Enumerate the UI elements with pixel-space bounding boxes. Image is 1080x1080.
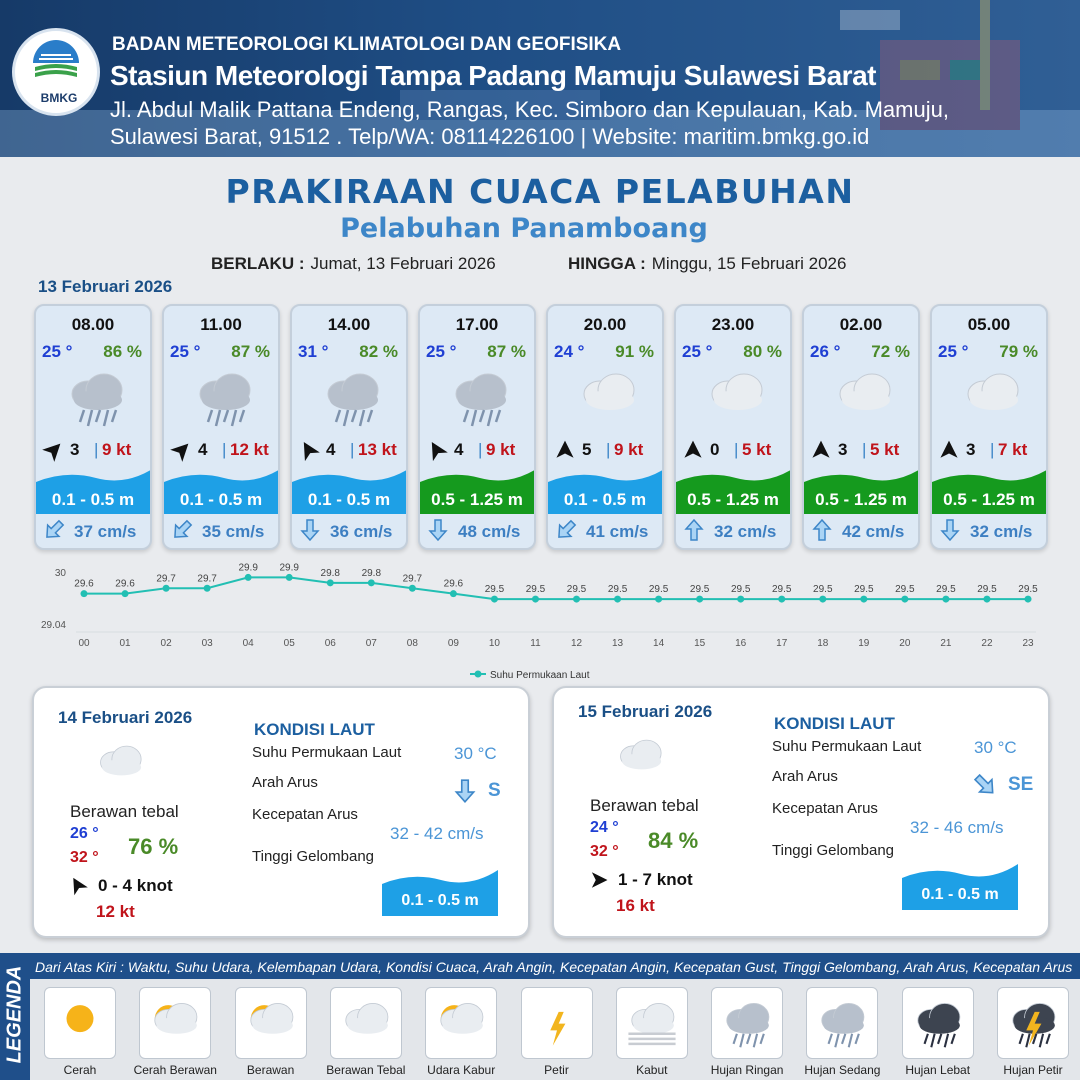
header-banner [0, 0, 1080, 157]
berawan-tebal-icon [570, 364, 646, 428]
gust-speed: 9 kt [486, 440, 516, 459]
gust-speed: 5 kt [742, 440, 772, 459]
current-direction-icon [554, 518, 578, 542]
sea-condition-title: KONDISI LAUT [254, 720, 375, 739]
wind-speed: 5 [582, 440, 592, 459]
legend-item-label: Udara Kabur [427, 1063, 496, 1077]
agency-name: BADAN METEOROLOGI KLIMATOLOGI DAN GEOFISIKA [112, 34, 622, 55]
sst-data-label: 29.6 [115, 578, 135, 590]
wave-height: 0.1 - 0.5 m [307, 490, 391, 509]
air-temperature: 25 ° [426, 342, 457, 361]
current-speed-value: 32 - 46 cm/s [910, 818, 1004, 837]
page-title: PRAKIRAAN CUACA PELABUHAN [225, 172, 855, 211]
current-speed: 32 cm/s [970, 522, 1033, 541]
x-tick-label: 17 [776, 638, 788, 649]
wave-height-value: 0.1 - 0.5 m [401, 892, 479, 909]
sst-point [368, 579, 375, 586]
wave-height: 0.5 - 1.25 m [687, 490, 779, 509]
legend-item-label: Petir [544, 1063, 569, 1077]
sst-point [204, 585, 211, 592]
legend-side [0, 953, 30, 1080]
forecast-card [34, 304, 152, 550]
sst-data-label: 29.5 [648, 584, 669, 596]
wind-direction-icon [938, 440, 960, 462]
weather-condition: Berawan tebal [70, 802, 179, 821]
legend-item-label: Cerah Berawan [133, 1063, 217, 1077]
sst-data-label: 29.5 [730, 584, 751, 596]
sst-point [942, 596, 949, 603]
wind-direction-icon [170, 440, 192, 462]
x-tick-label: 23 [1022, 638, 1034, 649]
weather-condition: Berawan tebal [590, 796, 699, 815]
current-direction-icon [452, 778, 478, 804]
sst-point [327, 579, 334, 586]
gust-speed: 9 kt [614, 440, 644, 459]
forecast-time: 05.00 [967, 315, 1011, 334]
wind-direction-icon [588, 870, 608, 890]
berawan-tebal-icon [330, 987, 402, 1059]
wave-height-label: Tinggi Gelombang [252, 848, 375, 865]
berawan-tebal-icon [826, 364, 902, 428]
sst-chart [36, 562, 1046, 684]
humidity: 72 % [871, 342, 910, 361]
x-tick-label: 01 [119, 638, 131, 649]
gust-speed: 13 kt [358, 440, 397, 459]
sst-point [81, 590, 88, 597]
current-speed-label: Kecepatan Arus [772, 800, 878, 817]
hujan-sedang-icon [806, 987, 878, 1059]
hujan-ringan-icon [314, 364, 390, 428]
air-temperature: 24 ° [554, 342, 585, 361]
x-tick-label: 02 [160, 638, 172, 649]
current-speed-value: 32 - 42 cm/s [390, 824, 484, 843]
legend [0, 953, 1080, 1080]
sst-data-label: 29.7 [197, 573, 217, 585]
separator: | [94, 440, 99, 459]
separator: | [862, 440, 867, 459]
humidity: 76 % [128, 834, 179, 859]
legend-item-label: Hujan Petir [1003, 1063, 1063, 1077]
x-tick-label: 12 [570, 638, 583, 649]
legend-label: Suhu Permukaan Laut [490, 670, 590, 681]
kabut-icon [616, 987, 688, 1059]
x-tick-label: 08 [406, 638, 418, 649]
day1-date: 13 Februari 2026 [38, 277, 173, 296]
legend-item-label: Hujan Ringan [710, 1063, 784, 1077]
petir-icon [521, 987, 593, 1059]
sst-data-label: 29.5 [607, 584, 628, 596]
sst-data-label: 29.5 [936, 584, 956, 596]
x-tick-label: 15 [694, 638, 706, 649]
sst-point [245, 574, 252, 581]
sst-value: 30 °C [974, 738, 1017, 757]
sst-data-label: 29.8 [361, 567, 382, 579]
sst-data-label: 29.9 [279, 562, 299, 574]
sst-data-label: 29.6 [74, 578, 94, 590]
sst-data-label: 29.5 [772, 584, 792, 596]
valid-to [568, 254, 846, 274]
y-tick-label: 29.04 [40, 620, 66, 631]
wave-height: 0.5 - 1.25 m [431, 490, 523, 509]
wind-direction-icon [810, 440, 832, 462]
sst-data-label: 29.6 [443, 578, 464, 590]
wave-height-value: 0.1 - 0.5 m [921, 886, 999, 903]
wind-speed: 4 [454, 440, 464, 459]
valid-to-label: HINGGA : [568, 254, 646, 273]
sst-data-label: 29.5 [854, 584, 874, 596]
current-direction-value: SE [1008, 774, 1034, 795]
port-name: Pelabuhan Panamboang [340, 213, 708, 244]
sst-point [409, 585, 416, 592]
sst-point [983, 596, 990, 603]
legend-item-label: Cerah [63, 1063, 97, 1077]
sst-data-label: 29.5 [813, 584, 833, 596]
wave-height: 0.1 - 0.5 m [563, 490, 647, 509]
x-tick-label: 21 [940, 638, 952, 649]
legend-item-label: Hujan Lebat [905, 1063, 971, 1077]
berawan-icon [235, 987, 307, 1059]
forecast-card [418, 304, 536, 550]
separator: | [222, 440, 227, 459]
current-direction-icon [682, 518, 706, 542]
current-direction-value: S [488, 780, 501, 801]
sst-point [860, 596, 867, 603]
address-line-2: Sulawesi Barat, 91512 . Telp/WA: 08114226100 | Website: maritim.bmkg.go.id [110, 124, 870, 149]
berawan-tebal-icon [954, 364, 1030, 428]
wave-height: 0.5 - 1.25 m [815, 490, 907, 509]
hujan-ringan-icon [442, 364, 518, 428]
legend-description: Dari Atas Kiri : Waktu, Suhu Udara, Kelembapan Udara, Kondisi Cuaca, Arah Angin, Kecepatan Angin, Kecepatan Gust, Tinggi Gelombang, Arah Arus, Kecepatan Arus [30, 953, 1080, 979]
temp-max: 32 ° [590, 843, 619, 860]
x-tick-label: 16 [735, 638, 747, 649]
x-tick-label: 13 [612, 638, 624, 649]
forecast-time: 11.00 [200, 315, 242, 334]
y-tick-label: 30 [54, 568, 66, 579]
humidity: 80 % [743, 342, 782, 361]
sst-label: Suhu Permukaan Laut [252, 744, 402, 761]
forecast-card [930, 304, 1048, 550]
sst-point [614, 596, 621, 603]
sst-point [737, 596, 744, 603]
sst-point [450, 590, 457, 597]
x-tick-label: 03 [201, 638, 213, 649]
humidity: 84 % [648, 828, 699, 853]
x-tick-label: 05 [283, 638, 295, 649]
sst-data-label: 29.5 [566, 584, 587, 596]
legend-marker [475, 671, 482, 678]
wave-height: 0.5 - 1.25 m [943, 490, 1035, 509]
wind-speed: 3 [70, 440, 80, 459]
current-direction-label: Arah Arus [772, 768, 838, 785]
x-tick-label: 09 [447, 638, 459, 649]
forecast-time: 14.00 [327, 315, 371, 334]
panel-date: 15 Februari 2026 [578, 702, 713, 721]
forecast-time: 23.00 [711, 315, 755, 334]
current-speed: 36 cm/s [330, 522, 393, 541]
current-speed: 35 cm/s [202, 522, 265, 541]
separator: | [734, 440, 739, 459]
separator: | [350, 440, 355, 459]
wave-height: 0.1 - 0.5 m [179, 490, 263, 509]
berawan-tebal-icon [88, 738, 152, 790]
forecast-card [290, 304, 408, 550]
humidity: 86 % [103, 342, 142, 361]
wind-speed: 3 [966, 440, 976, 459]
x-tick-label: 11 [530, 638, 541, 649]
wind-speed: 0 [710, 440, 720, 459]
hujan-ringan-icon [58, 364, 134, 428]
sst-point [163, 585, 170, 592]
sst-data-label: 29.5 [977, 584, 997, 596]
berawan-tebal-icon [698, 364, 774, 428]
current-direction-icon [972, 772, 998, 798]
x-tick-label: 06 [324, 638, 336, 649]
current-speed: 32 cm/s [714, 522, 777, 541]
daily-panel [552, 686, 1050, 938]
wind-speed: 3 [838, 440, 848, 459]
legend-item-label: Hujan Sedang [804, 1063, 881, 1077]
daily-panel [32, 686, 530, 938]
x-tick-label: 04 [242, 638, 254, 649]
current-direction-label: Arah Arus [252, 774, 318, 791]
wind-speed: 4 [198, 440, 208, 459]
wind-direction-icon [68, 876, 88, 896]
air-temperature: 31 ° [298, 342, 329, 361]
hujan-lebat-icon [902, 987, 974, 1059]
sst-data-label: 29.9 [238, 562, 258, 574]
gust-speed: 12 kt [230, 440, 269, 459]
current-speed-label: Kecepatan Arus [252, 806, 358, 823]
forecast-time: 08.00 [71, 315, 115, 334]
forecast-card [674, 304, 792, 550]
temp-min: 24 ° [590, 819, 619, 836]
wind-range: 0 - 4 knot [98, 876, 173, 895]
x-tick-label: 22 [981, 638, 993, 649]
forecast-card [546, 304, 664, 550]
current-speed: 37 cm/s [74, 522, 137, 541]
address-line-1: Jl. Abdul Malik Pattana Endeng, Rangas, Kec. Simboro dan Kepulauan, Kab. Mamuju, [110, 97, 949, 122]
temp-min: 26 ° [70, 825, 99, 842]
current-direction-icon [298, 518, 322, 542]
sst-point [778, 596, 785, 603]
sst-data-label: 29.5 [484, 584, 505, 596]
sst-data-label: 29.5 [1018, 584, 1038, 596]
current-speed: 41 cm/s [586, 522, 649, 541]
cerah-icon [44, 987, 116, 1059]
humidity: 91 % [615, 342, 654, 361]
gust-speed: 5 kt [870, 440, 900, 459]
hujan-petir-icon [997, 987, 1069, 1059]
sst-chart-svg [36, 562, 1046, 684]
x-tick-label: 20 [899, 638, 911, 649]
x-tick-label: 18 [817, 638, 829, 649]
hujan-ringan-icon [711, 987, 783, 1059]
humidity: 79 % [999, 342, 1038, 361]
temp-max: 32 ° [70, 849, 99, 866]
sst-data-label: 29.5 [895, 584, 915, 596]
sst-series-line [84, 577, 1028, 599]
sea-condition-title: KONDISI LAUT [774, 714, 895, 733]
sst-data-label: 29.5 [689, 584, 710, 596]
sst-data-label: 29.7 [402, 573, 423, 585]
sst-point [1025, 596, 1032, 603]
valid-from [211, 254, 496, 274]
current-direction-icon [426, 518, 450, 542]
sst-data-label: 29.8 [320, 567, 340, 579]
bmkg-logo-mark-icon [15, 33, 97, 93]
udara-kabur-icon [425, 987, 497, 1059]
humidity: 87 % [231, 342, 270, 361]
forecast-card [802, 304, 920, 550]
separator: | [990, 440, 995, 459]
wind-range: 1 - 7 knot [618, 870, 693, 889]
hujan-ringan-icon [186, 364, 262, 428]
air-temperature: 25 ° [170, 342, 201, 361]
station-name: Stasiun Meteorologi Tampa Padang Mamuju Sulawesi Barat [110, 60, 876, 91]
sst-value: 30 °C [454, 744, 497, 763]
sst-point [573, 596, 580, 603]
current-direction-icon [42, 518, 66, 542]
sst-point [491, 596, 498, 603]
gust-speed: 7 kt [998, 440, 1028, 459]
sst-point [901, 596, 908, 603]
berawan-tebal-icon [608, 732, 672, 784]
current-direction-icon [810, 518, 834, 542]
cerah-berawan-icon [139, 987, 211, 1059]
separator: | [606, 440, 611, 459]
wind-direction-icon [298, 440, 320, 462]
sst-point [532, 596, 539, 603]
legend-item-label: Berawan Tebal [326, 1063, 406, 1077]
forecast-card [162, 304, 280, 550]
wind-direction-icon [554, 440, 576, 462]
humidity: 82 % [359, 342, 398, 361]
forecast-time: 02.00 [839, 315, 883, 334]
bmkg-logo [12, 28, 100, 116]
current-speed: 42 cm/s [842, 522, 905, 541]
gust-speed: 9 kt [102, 440, 132, 459]
valid-from-label: BERLAKU : [211, 254, 305, 273]
wind-direction-icon [426, 440, 448, 462]
humidity: 87 % [487, 342, 526, 361]
bmkg-logo-text: BMKG [40, 91, 78, 105]
x-tick-label: 07 [365, 638, 377, 649]
valid-to-value: Minggu, 15 Februari 2026 [651, 254, 847, 273]
sst-data-label: 29.7 [156, 573, 176, 585]
air-temperature: 25 ° [938, 342, 969, 361]
air-temperature: 25 ° [682, 342, 713, 361]
gust-speed: 12 kt [96, 902, 135, 921]
legend-side-label: LEGENDA [3, 965, 26, 1064]
forecast-time: 17.00 [455, 315, 499, 334]
legend-item-label: Kabut [636, 1063, 668, 1077]
separator: | [478, 440, 483, 459]
x-tick-label: 10 [488, 638, 500, 649]
panel-date: 14 Februari 2026 [58, 708, 193, 727]
current-speed: 48 cm/s [458, 522, 521, 541]
sst-point [122, 590, 129, 597]
wind-direction-icon [42, 440, 64, 462]
wind-speed: 4 [326, 440, 336, 459]
x-tick-label: 14 [653, 638, 665, 649]
current-direction-icon [938, 518, 962, 542]
sst-label: Suhu Permukaan Laut [772, 738, 922, 755]
forecast-time: 20.00 [583, 315, 627, 334]
sst-point [655, 596, 662, 603]
wind-direction-icon [682, 440, 704, 462]
sst-point [286, 574, 293, 581]
gust-speed: 16 kt [616, 896, 655, 915]
sst-data-label: 29.5 [525, 584, 546, 596]
x-tick-label: 19 [858, 638, 870, 649]
sst-point [819, 596, 826, 603]
x-tick-label: 00 [78, 638, 90, 649]
sst-point [696, 596, 703, 603]
legend-item-label: Berawan [246, 1063, 295, 1077]
valid-from-value: Jumat, 13 Februari 2026 [310, 254, 496, 273]
air-temperature: 26 ° [810, 342, 841, 361]
current-direction-icon [170, 518, 194, 542]
air-temperature: 25 ° [42, 342, 73, 361]
wave-height-label: Tinggi Gelombang [772, 842, 895, 859]
wave-height: 0.1 - 0.5 m [51, 490, 135, 509]
